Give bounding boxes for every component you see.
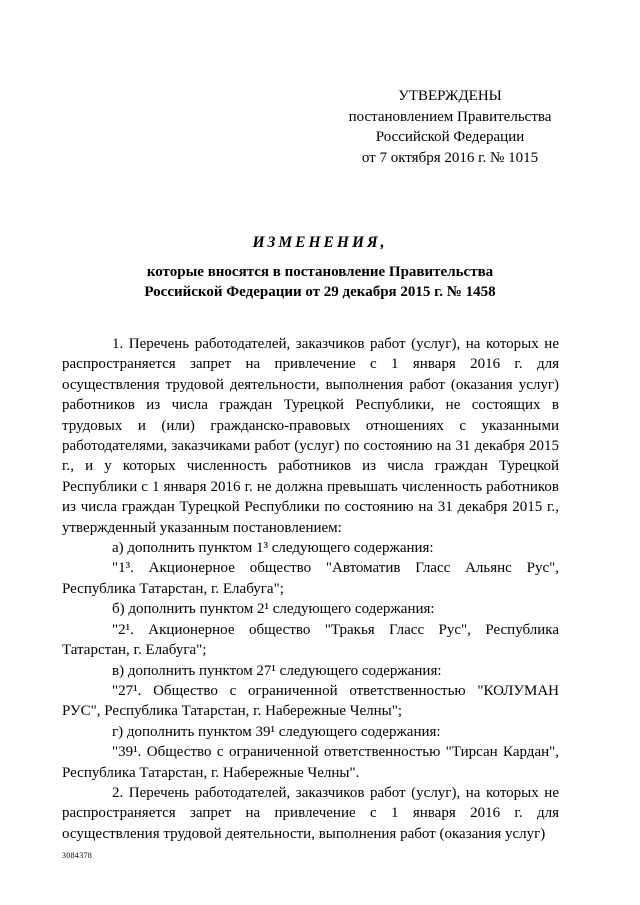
- paragraph-8: г) дополнить пунктом 39¹ следующего содержания:: [112, 723, 441, 740]
- approval-line-1: постановлением Правительства: [348, 108, 552, 125]
- approval-line-2: Российской Федерации: [375, 129, 525, 145]
- paragraph-7: "27¹. Общество с ограниченной ответственностью "КОЛУМАН РУС", Республика Татарстан, г. Набережные Челны";: [62, 682, 559, 720]
- paragraph-5: "2¹. Акционерное общество "Тракья Гласс Рус", Республика Татарстан, г. Елабуга";: [62, 621, 559, 659]
- paragraph-4: б) дополнить пунктом 2¹ следующего содержания:: [112, 601, 435, 618]
- paragraph-3: "1³. Акционерное общество "Автоматив Гласс Альянс Рус", Республика Татарстан, г. Елабуга";: [62, 560, 559, 597]
- approval-block: [330, 86, 570, 168]
- approval-heading: УТВЕРЖДЕНЫ: [398, 88, 502, 104]
- paragraph-1: 1. Перечень работодателей, заказчиков работ (услуг), на которых не распространяется запрет на привлечение с 1 января 2016 г. для осуществления трудовой деятельности, выполнения работ (оказания услуг) работников из числа граждан Турецкой Республики, не состоящих в трудовых и (или) гражданско-правовых отношениях с указанными работодателями, заказчиками работ (услуг) по состоянию на 31 декабря 2015 г., и у которых численность работников из числа граждан Турецкой Республики с 1 января 2016 г. не должна превышать численность работников из числа граждан Турецкой Республики по состоянию на 31 декабря 2015 г., утвержденный указанным постановлением:: [62, 336, 559, 536]
- document-title: ИЗМЕНЕНИЯ,: [252, 234, 388, 251]
- document-body: [62, 334, 559, 844]
- approval-line-3: от 7 октября 2016 г. № 1015: [361, 149, 539, 166]
- paragraph-10: 2. Перечень работодателей, заказчиков работ (услуг), на которых не распространяется запрет на привлечение с 1 января 2016 г. для осуществления трудовой деятельности, выполнения работ (оказания услуг): [62, 784, 559, 842]
- paragraph-2: а) дополнить пунктом 1³ следующего содержания:: [112, 540, 434, 557]
- paragraph-6: в) дополнить пунктом 27¹ следующего содержания:: [112, 662, 442, 679]
- subtitle-line-2: Российской Федерации от 29 декабря 2015 г. № 1458: [144, 284, 496, 300]
- document-code: 3084378: [62, 851, 93, 860]
- paragraph-9: "39¹. Общество с ограниченной ответственностью "Тирсан Кардан", Республика Татарстан, г. Набережные Челны".: [62, 744, 559, 781]
- subtitle-line-1: которые вносятся в постановление Правительства: [146, 264, 494, 280]
- document-subtitle: [60, 262, 580, 302]
